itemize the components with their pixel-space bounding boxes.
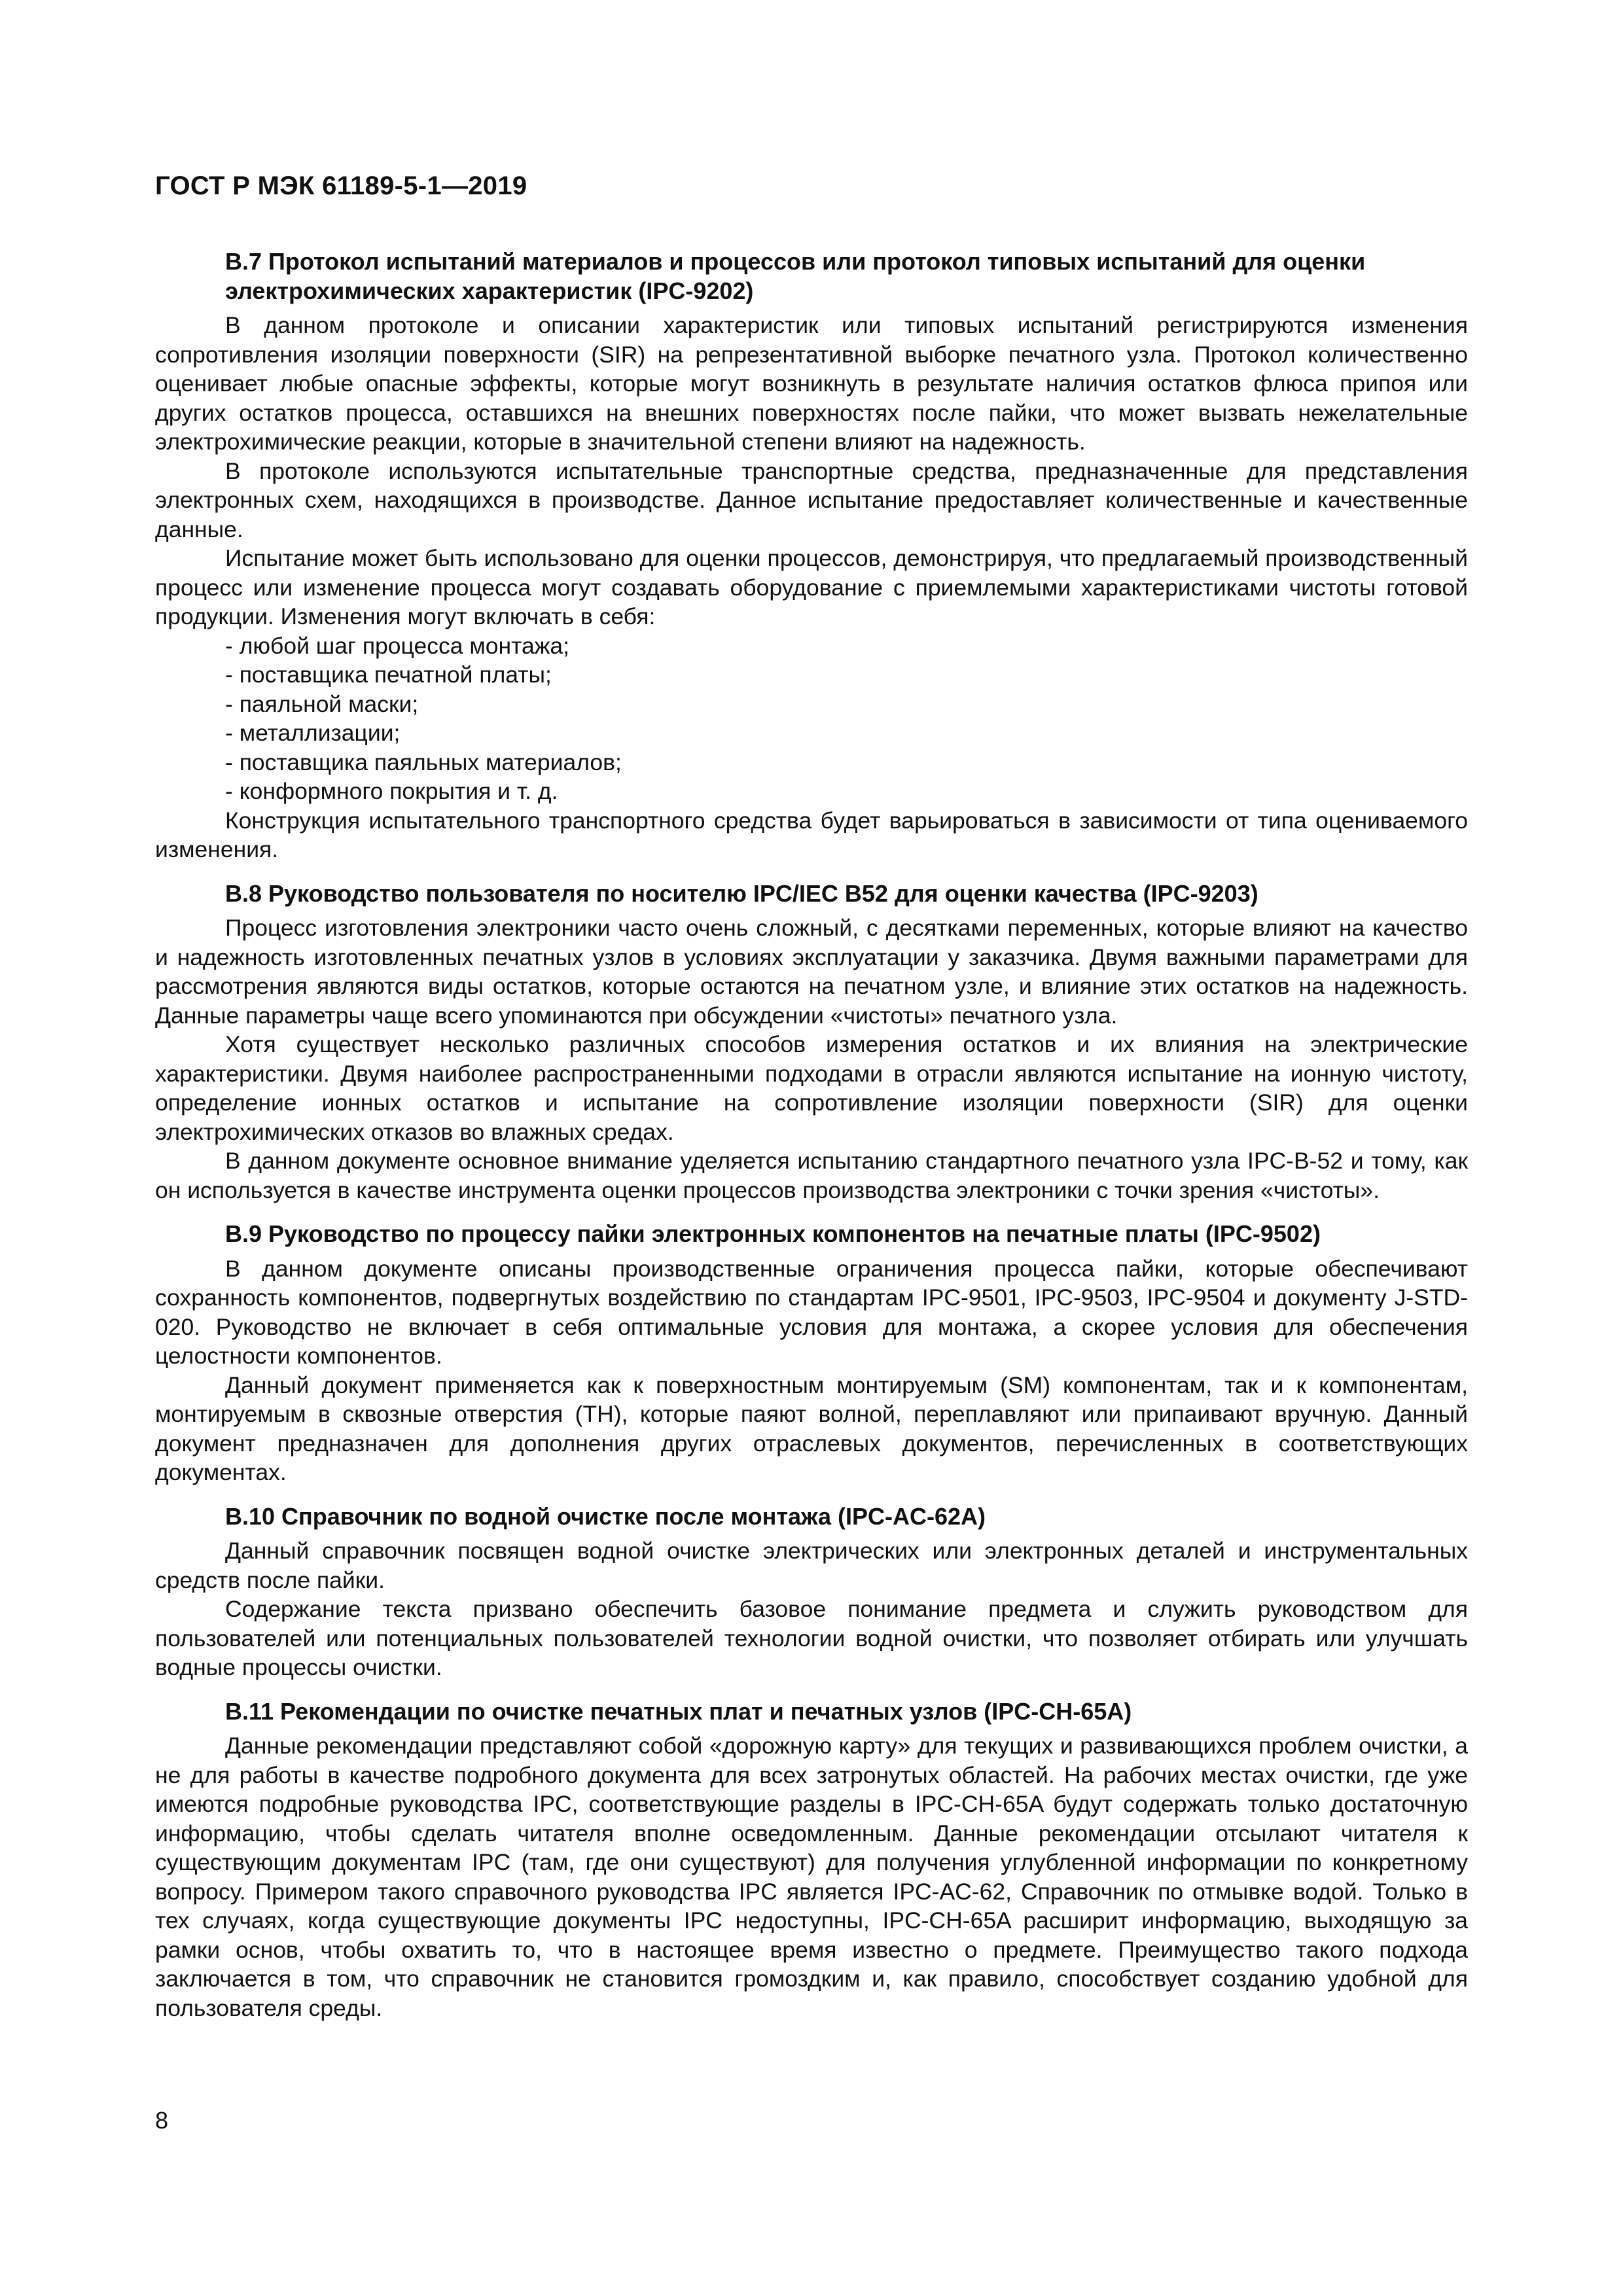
page-number: 8 [155,2107,169,2134]
section-b11 [155,1697,1468,2023]
paragraph: Конструкция испытательного транспортного средства будет варьироваться в зависимости от типа оцениваемого изменения. [155,807,1468,862]
document-body [155,247,1468,2022]
document-standard-code: ГОСТ Р МЭК 61189-5-1—2019 [155,171,527,200]
list-item: - металлизации; [225,718,1468,748]
paragraph: Содержание текста призвано обеспечить базовое понимание предмета и служить руководством для пользователей или потенциальных пользователей технологии водной очистки, что позволяет отбирать или улучшать водные процессы очистки. [155,1596,1468,1680]
paragraph: Данный справочник посвящен водной очистке электрических или электронных деталей и инструментальных средств после пайки. [155,1538,1468,1593]
paragraph: В данном документе описаны производственные ограничения процесса пайки, которые обеспечивают сохранность компонентов, подвергнутых воздействию по стандартам IPC-9501, IPC-9503, IPC-9504 и документу J-STD-020. Руководство не включает в себя оптимальные условия для монтажа, а скорее условия для обеспечения целостности компонентов. [155,1255,1468,1369]
list-item: - любой шаг процесса монтажа; [225,631,1468,661]
list-item: - поставщика печатной платы; [225,660,1468,690]
paragraph: В протоколе используются испытательные транспортные средства, предназначенные для представления электронных схем, находящихся в производстве. Данное испытание предоставляет количественные и качественные данные. [155,457,1468,542]
paragraph: Хотя существует несколько различных способов измерения остатков и их влияния на электрические характеристики. Двумя наиболее распространенными подходами в отрасли являются испытание на ионную чистоту, определение ионных остатков и испытание на сопротивление изоляции поверхности (SIR) для оценки электрохимических отказов во влажных средах. [155,1031,1468,1145]
paragraph: Данные рекомендации представляют собой «дорожную карту» для текущих и развивающихся проблем очистки, а не для работы в качестве подробного документа для всех затронутых областей. На рабочих местах очистки, где уже имеются подробные руководства IPC, соответствующие разделы в IPC-CH-65A будут содержать только достаточную информацию, чтобы сделать читателя вполне осведомленным. Данные рекомендации отсылают читателя к существующим документам IPC (там, где они существуют) для получения углубленной информации по конкретному вопросу. Примером такого справочного руководства IPC является IPC-AC-62, Справочник по отмывке водой. Только в тех случаях, когда существующие документы IPC недоступны, IPC-CH-65A расширит информацию, выходящую за рамки основ, чтобы охватить то, что в настоящее время известно о предмете. Преимущество такого подхода заключается в том, что справочник не становится громоздким и, как правило, способствует созданию удобной для пользователя среды. [155,1733,1468,2021]
section-b10 [155,1502,1468,1682]
list-item: - паяльной маски; [225,690,1468,719]
section-title: B.9 Руководство по процессу пайки электронных компонентов на печатные платы (IPC-9502) [225,1220,1321,1247]
paragraph: Данный документ применяется как к поверхностным монтируемым (SM) компонентам, так и к компонентам, монтируемым в сквозные отверстия (TH), которые паяют волной, переплавляют или припаивают вручную. Данный документ предназначен для дополнения других отраслевых документов, перечисленных в соответствующих документах. [155,1371,1468,1485]
section-title: B.8 Руководство пользователя по носителю IPC/IEC B52 для оценки качества (IPC-9203) [225,879,1258,907]
list-item: - конформного покрытия и т. д. [225,777,1468,806]
section-title: B.11 Рекомендации по очистке печатных плат и печатных узлов (IPC-CH-65A) [225,1697,1132,1725]
section-title: B.10 Справочник по водной очистке после монтажа (IPC-AC-62A) [225,1502,986,1530]
paragraph: В данном документе основное внимание уделяется испытанию стандартного печатного узла IPC-B-52 и тому, как он используется в качестве инструмента оценки процессов производства электроники с точки зрения «чистоты». [155,1148,1468,1203]
section-b8 [155,879,1468,1205]
paragraph: Испытание может быть использовано для оценки процессов, демонстрируя, что предлагаемый производственный процесс или изменение процесса могут создавать оборудование с приемлемыми характеристиками чистоты готовой продукции. Изменения могут включать в себя: [155,545,1468,629]
section-b7 [155,247,1468,864]
paragraph: Процесс изготовления электроники часто очень сложный, с десятками переменных, которые влияют на качество и надежность изготовленных печатных узлов в условиях эксплуатации у заказчика. Двумя важными параметрами для рассмотрения являются виды остатков, которые остаются на печатном узле, и влияние этих остатков на надежность. Данные параметры чаще всего упоминаются при обсуждении «чистоты» печатного узла. [155,915,1468,1029]
paragraph: В данном протоколе и описании характеристик или типовых испытаний регистрируются изменения сопротивления изоляции поверхности (SIR) на репрезентативной выборке печатного узла. Протокол количественно оценивает любые опасные эффекты, которые могут возникнуть в результате наличия остатков флюса припоя или других остатков процесса, оставшихся на внешних поверхностях после пайки, что может вызвать нежелательные электрохимические реакции, которые в значительной степени влияют на надежность. [155,312,1468,455]
change-list [155,631,1468,806]
section-b9 [155,1220,1468,1487]
section-title: B.7 Протокол испытаний материалов и процессов или протокол типовых испытаний для оценки электрохимических характеристик (IPC-9202) [225,248,1366,304]
list-item: - поставщика паяльных материалов; [225,748,1468,777]
